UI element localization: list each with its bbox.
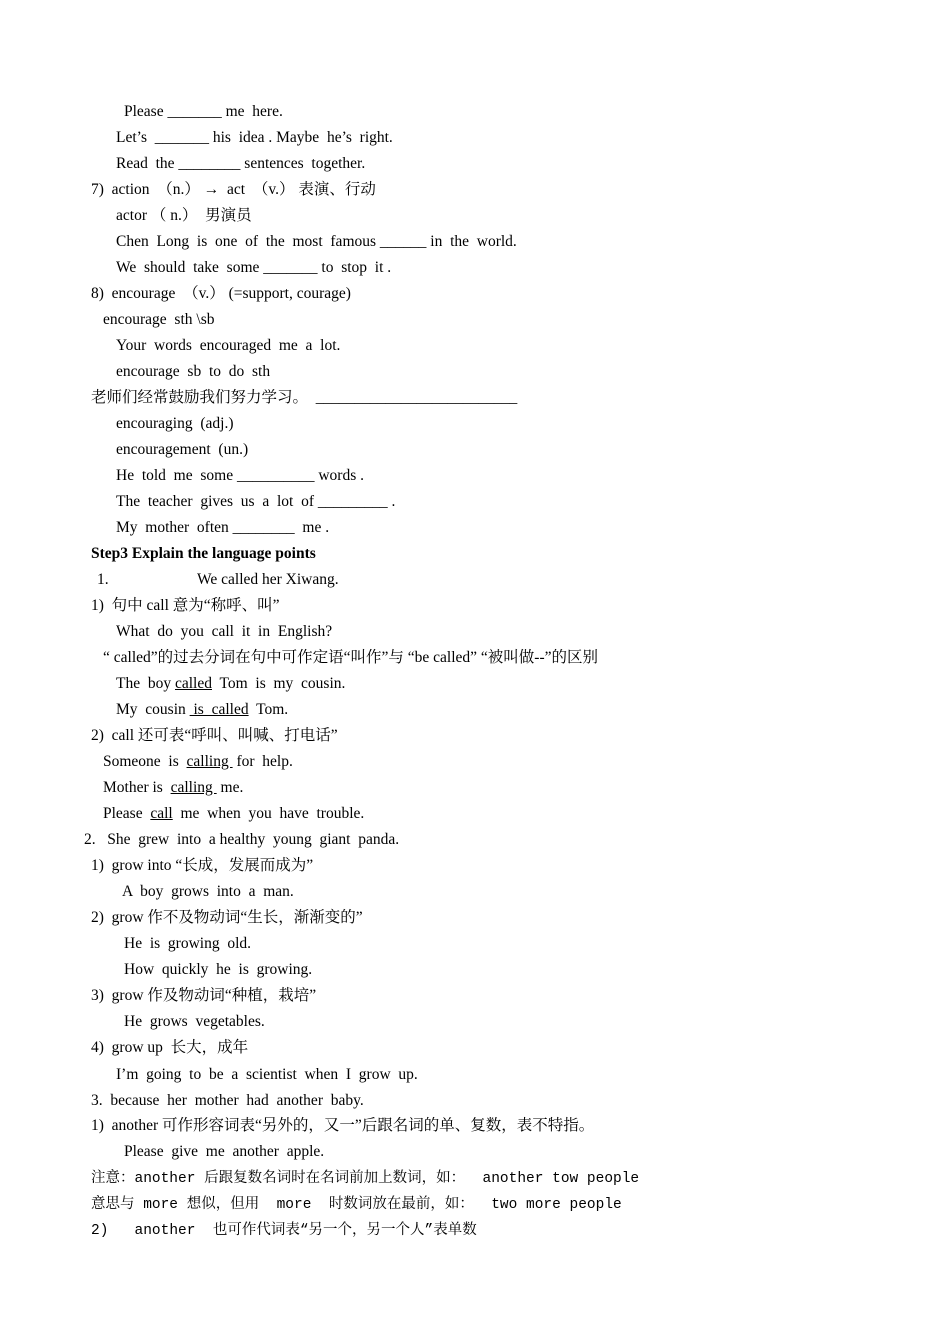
example-line: I’m going to be a scientist when I grow up. — [116, 1066, 418, 1083]
example-text: Mother is — [103, 779, 171, 796]
vocab-line: encouraging (adj.) — [116, 415, 234, 432]
example-line — [103, 804, 364, 824]
example-line: How quickly he is growing. — [124, 961, 313, 978]
example-text: The boy — [116, 675, 175, 692]
note-line: 2) call 还可表“呼叫、叫喊、打电话” — [91, 727, 338, 744]
note-line: 4) grow up 长大，成年 — [91, 1039, 249, 1056]
underlined-word: calling — [170, 779, 217, 796]
example-line: A boy grows into a man. — [122, 883, 294, 900]
exercise-line: He told me some __________ words . — [116, 467, 364, 484]
example-line — [116, 674, 345, 694]
note-line: 3) grow 作及物动词“种植，栽培” — [91, 987, 317, 1004]
example-text: Tom is my cousin. — [212, 675, 346, 692]
note-line: 1) 句中 call 意为“称呼、叫” — [91, 597, 280, 614]
note-line: 2) grow 作不及物动词“生长，渐渐变的” — [91, 909, 363, 926]
exercise-line: We should take some _______ to stop it . — [116, 259, 392, 276]
exercise-line: The teacher gives us a lot of _________ . — [116, 493, 396, 510]
vocab-line: encourage sth \sb — [103, 311, 215, 328]
example-line: Your words encouraged me a lot. — [116, 337, 341, 354]
example-text: Tom. — [248, 701, 289, 718]
note-line: 意思与 more 想似，但用 more 时数词放在最前，如： two more people — [91, 1197, 622, 1213]
example-line: Please give me another apple. — [124, 1143, 325, 1160]
underlined-word: calling — [186, 753, 233, 770]
example-line — [103, 752, 293, 772]
example-text: me. — [216, 779, 244, 796]
example-text: for help. — [232, 753, 293, 770]
vocab-line: actor （ n.） 男演员 — [116, 207, 252, 224]
vocab-heading: 8) encourage （v.） (=support, courage) — [91, 285, 351, 302]
underlined-word: is called — [189, 701, 249, 718]
example-line: He grows vegetables. — [124, 1013, 265, 1030]
example-text: Please — [103, 805, 151, 822]
example-line — [116, 700, 288, 720]
note-line: “ called”的过去分词在句中可作定语“叫作”与 “be called” “被叫做--”的区别 — [103, 649, 598, 666]
underlined-word: called — [174, 675, 212, 692]
example-text: Someone is — [103, 753, 187, 770]
vocab-heading: 7) action （n.） → act （v.） 表演、行动 — [91, 181, 376, 198]
vocab-line: encourage sb to do sth — [116, 363, 271, 380]
exercise-line: Chen Long is one of the most famous ______ in the world. — [116, 233, 517, 250]
translation-exercise: 老师们经常鼓励我们努力学习。 __________________________ — [91, 389, 518, 406]
section-heading: Step3 Explain the language points — [91, 545, 316, 562]
example-line — [103, 778, 243, 798]
note-line: 注意：another 后跟复数名词时在名词前加上数词，如： another tow people — [91, 1171, 640, 1187]
note-line: 1) another 可作形容词表“另外的，又一”后跟名词的单、复数，表不特指。 — [91, 1117, 595, 1134]
point-sentence: 2. She grew into a healthy young giant panda. — [84, 831, 400, 848]
exercise-line: Please _______ me here. — [124, 103, 283, 120]
example-line: He is growing old. — [124, 935, 252, 952]
exercise-line: Let’s _______ his idea . Maybe he’s right. — [116, 129, 393, 146]
vocab-line: encouragement (un.) — [116, 441, 249, 458]
example-text: My cousin — [116, 701, 190, 718]
point-number: 1. — [97, 571, 109, 588]
point-sentence: We called her Xiwang. — [197, 571, 339, 588]
note-line: 2) another 也可作代词表“另一个，另一个人”表单数 — [91, 1223, 477, 1239]
note-line: 1) grow into “长成，发展而成为” — [91, 857, 314, 874]
example-line: What do you call it in English? — [116, 623, 333, 640]
point-sentence: 3. because her mother had another baby. — [91, 1092, 364, 1109]
example-text: me when you have trouble. — [172, 805, 365, 822]
underlined-word: call — [150, 805, 173, 822]
exercise-line: My mother often ________ me . — [116, 519, 330, 536]
exercise-line: Read the ________ sentences together. — [116, 155, 366, 172]
